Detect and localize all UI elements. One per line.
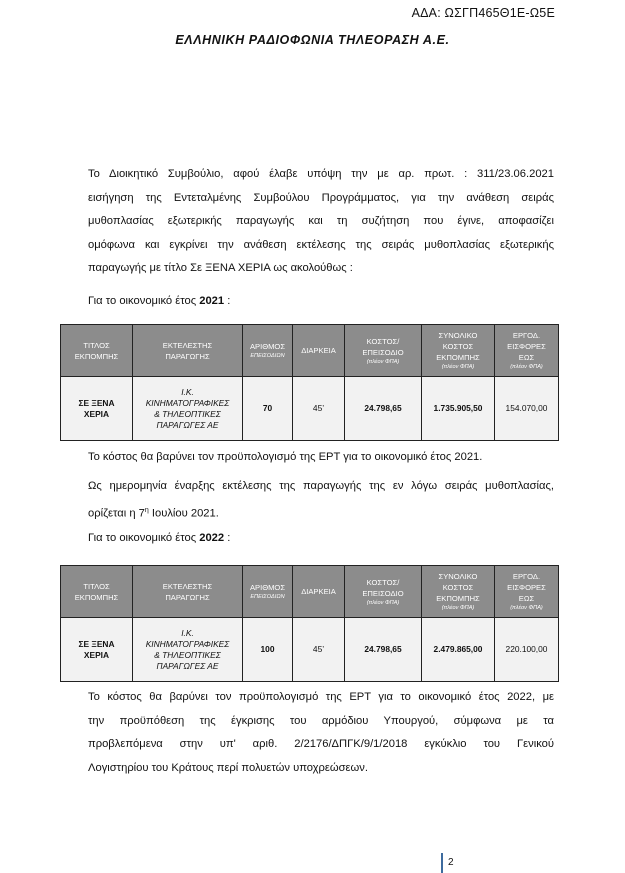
header-levy: ΕΡΓΟΔ. ΕΙΣΦΟΡΕΣ ΕΩΣ (πλέον ΦΠΑ) [495, 325, 559, 377]
header-producer: ΕΚΤΕΛΕΣΤΗΣ ΠΑΡΑΓΩΓΗΣ [133, 566, 243, 618]
start-date-line: Ως ημερομηνία έναρξης εκτέλεσης της παραγωγής της εν λόγω σειράς μυθοπλασίας, [88, 480, 554, 492]
intro-line: παραγωγής με τίτλο Σε ΞΕΝΑ ΧΕΡΙΑ ως ακολούθως : [88, 262, 353, 274]
cell-total: 1.735.905,50 [422, 377, 495, 441]
header-duration: ΔΙΑΡΚΕΙΑ [293, 325, 345, 377]
cell-duration: 45’ [293, 377, 345, 441]
cell-producer: Ι.Κ. ΚΙΝΗΜΑΤΟΓΡΑΦΙΚΕΣ & ΤΗΛΕΟΠΤΙΚΕΣ ΠΑΡΑΓΩΓΕΣ ΑΕ [133, 377, 243, 441]
page-number: 2 [448, 857, 454, 868]
cell-cost: 24.798,65 [345, 618, 422, 682]
header-episodes: ΑΡΙΘΜΟΣ ΕΠΕΙΣΟΔΙΩΝ [243, 566, 293, 618]
cell-episodes: 100 [243, 618, 293, 682]
cell-duration: 45’ [293, 618, 345, 682]
cost-table-2021 [60, 324, 559, 441]
table-row [61, 618, 559, 682]
table-row [61, 377, 559, 441]
fiscal-year-2021-heading: Για το οικονομικό έτος 2021 : [88, 295, 231, 307]
closing-line: την προϋπόθεση της έγκρισης του αρμόδιου Υπουργού, σύμφωνα με τα [88, 714, 554, 727]
cost-table-2022 [60, 565, 559, 682]
intro-line: ομόφωνα και εγκρίνει την ανάθεση εκτέλεσης της σειράς μυθοπλασίας εξωτερικής [88, 238, 554, 251]
cell-producer: Ι.Κ. ΚΙΝΗΜΑΤΟΓΡΑΦΙΚΕΣ & ΤΗΛΕΟΠΤΙΚΕΣ ΠΑΡΑΓΩΓΕΣ ΑΕ [133, 618, 243, 682]
closing-line: προβλεπόμενα στην υπ' αριθ. 2/2176/ΔΠΓΚ/9/1/2018 εγκύκλιο του Γενικού [88, 738, 554, 750]
start-date-line: ορίζεται η $7^\eta$ Ιουλίου 2021. [88, 506, 219, 520]
budget-2021-paragraph [88, 446, 554, 470]
header-producer: ΕΚΤΕΛΕΣΤΗΣ ΠΑΡΑΓΩΓΗΣ [133, 325, 243, 377]
budget-2021-line: Το κόστος θα βαρύνει τον προϋπολογισμό της ΕΡΤ για το οικονομικό έτος 2021. [88, 451, 483, 463]
header-total: ΣΥΝΟΛΙΚΟ ΚΟΣΤΟΣ ΕΚΠΟΜΠΗΣ (πλέον ΦΠΑ) [422, 566, 495, 618]
intro-line: μυθοπλασίας εξωτερικής παραγωγής και τη συζήτηση που έγινε, αποφασίζει [88, 215, 554, 227]
ada-code: ΑΔΑ: ΩΣΓΠ465Θ1Ε-Ω5Ε [411, 6, 555, 20]
fiscal-year-2022-heading: Για το οικονομικό έτος 2022 : [88, 532, 231, 544]
table-header-row [61, 325, 559, 377]
header-cost: ΚΟΣΤΟΣ/ ΕΠΕΙΣΟΔΙΟ (πλέον ΦΠΑ) [345, 325, 422, 377]
table-header-row [61, 566, 559, 618]
organization-title: ΕΛΛΗΝΙΚΗ ΡΑΔΙΟΦΩΝΙΑ ΤΗΛΕΟΡΑΣΗ Α.Ε. [175, 33, 450, 47]
closing-line: Λογιστηρίου του Κράτους περί πολυετών υποχρεώσεων. [88, 761, 368, 774]
closing-line: Το κόστος θα βαρύνει τον προϋπολογισμό της ΕΡΤ για το οικονομικό έτος 2022, με [88, 691, 554, 703]
start-date-paragraph [88, 475, 554, 526]
header-total: ΣΥΝΟΛΙΚΟ ΚΟΣΤΟΣ ΕΚΠΟΜΠΗΣ (πλέον ΦΠΑ) [422, 325, 495, 377]
cell-title: ΣΕ ΞΕΝΑ ΧΕΡΙΑ [61, 618, 133, 682]
page-number-bar [441, 853, 443, 873]
intro-line: Το Διοικητικό Συμβούλιο, αφού έλαβε υπόψη την με αρ. πρωτ. : 311/23.06.2021 [88, 168, 554, 180]
cell-episodes: 70 [243, 377, 293, 441]
cell-levy: 154.070,00 [495, 377, 559, 441]
header-duration: ΔΙΑΡΚΕΙΑ [293, 566, 345, 618]
header-levy: ΕΡΓΟΔ. ΕΙΣΦΟΡΕΣ ΕΩΣ (πλέον ΦΠΑ) [495, 566, 559, 618]
header-title: ΤΙΤΛΟΣ ΕΚΠΟΜΠΗΣ [61, 566, 133, 618]
cell-levy: 220.100,00 [495, 618, 559, 682]
cell-title: ΣΕ ΞΕΝΑ ΧΕΡΙΑ [61, 377, 133, 441]
cell-total: 2.479.865,00 [422, 618, 495, 682]
header-cost: ΚΟΣΤΟΣ/ ΕΠΕΙΣΟΔΙΟ (πλέον ΦΠΑ) [345, 566, 422, 618]
header-title: ΤΙΤΛΟΣ ΕΚΠΟΜΠΗΣ [61, 325, 133, 377]
header-episodes: ΑΡΙΘΜΟΣ ΕΠΕΙΣΟΔΙΩΝ [243, 325, 293, 377]
intro-paragraph [88, 163, 554, 281]
intro-line: εισήγηση της Εντεταλμένης Συμβούλου Προγράμματος, για την ανάθεση σειράς [88, 191, 554, 204]
closing-paragraph [88, 686, 554, 780]
cell-cost: 24.798,65 [345, 377, 422, 441]
